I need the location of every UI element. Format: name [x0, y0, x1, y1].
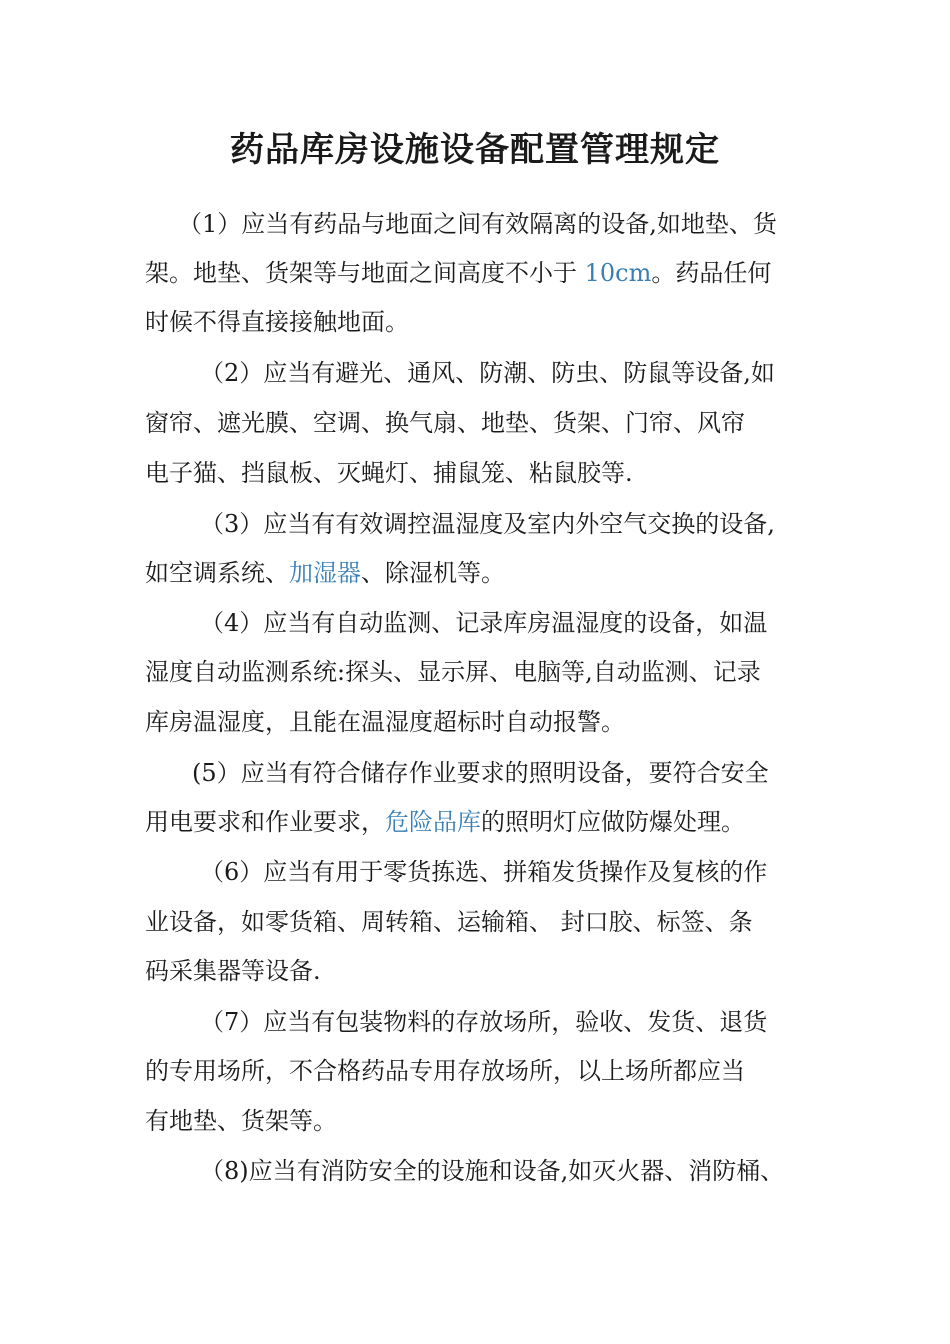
paragraph-line: [145, 557, 505, 589]
text-segment: 码采集器等设备.: [145, 957, 321, 985]
text-segment: 、除湿机等。: [361, 559, 505, 587]
document-title: 药品库房设施设备配置管理规定: [230, 130, 720, 170]
paragraph-line: [145, 706, 625, 738]
paragraph-line: [145, 1055, 745, 1087]
text-segment: （1）应当有药品与地面之间有效隔离的设备,如地垫、货: [178, 210, 777, 238]
text-segment: 的专用场所，不合格药品专用存放场所，以上场所都应当: [145, 1057, 745, 1085]
text-segment: （8)应当有消防安全的设施和设备,如灭火器、消防桶、: [200, 1157, 785, 1185]
link-humidifier[interactable]: 加湿器: [289, 559, 361, 587]
text-segment: 用电要求和作业要求，: [145, 808, 385, 836]
text-segment: 湿度自动监测系统:探头、显示屏、电脑等,自动监测、记录: [145, 658, 761, 686]
paragraph-line: [145, 257, 771, 289]
text-segment: 如空调系统、: [145, 559, 289, 587]
paragraph-line: [178, 208, 777, 240]
link-10cm[interactable]: 10cm: [584, 259, 652, 287]
text-segment: （6）应当有用于零货拣选、拼箱发货操作及复核的作: [200, 858, 768, 886]
paragraph-line: [145, 457, 633, 489]
text-segment: （2）应当有避光、通风、防潮、防虫、防鼠等设备,如: [200, 359, 775, 387]
text-segment: 电子猫、挡鼠板、灭蝇灯、捕鼠笼、粘鼠胶等.: [145, 459, 633, 487]
text-segment: （3）应当有有效调控温湿度及室内外空气交换的设备,: [200, 510, 775, 538]
paragraph-line: [200, 357, 775, 389]
text-segment: 架。地垫、货架等与地面之间高度不小于: [145, 259, 585, 287]
text-segment: 窗帘、遮光膜、空调、换气扇、地垫、货架、门帘、风帘: [145, 409, 745, 437]
text-segment: 有地垫、货架等。: [145, 1107, 337, 1135]
paragraph-line: [145, 656, 761, 688]
paragraph-line: [200, 607, 767, 639]
text-segment: （7）应当有包装物料的存放场所，验收、发货、退货: [200, 1008, 768, 1036]
paragraph-line: [200, 856, 767, 888]
text-segment: （4）应当有自动监测、记录库房温湿度的设备，如温: [200, 609, 768, 637]
text-segment: 时候不得直接接触地面。: [145, 308, 409, 336]
paragraph-line: [200, 508, 775, 540]
paragraph-line: [145, 806, 745, 838]
paragraph-line: [145, 1105, 337, 1137]
paragraph-line: [145, 407, 745, 439]
text-segment: 库房温湿度，且能在温湿度超标时自动报警。: [145, 708, 625, 736]
paragraph-line: [145, 306, 409, 338]
paragraph-line: [200, 1155, 784, 1187]
link-hazardous-warehouse[interactable]: 危险品库: [385, 808, 481, 836]
text-segment: (5）应当有符合储存作业要求的照明设备，要符合安全: [192, 759, 769, 787]
paragraph-line: [145, 906, 753, 938]
text-segment: 业设备，如零货箱、周转箱、运输箱、 封口胶、标签、条: [145, 908, 753, 936]
paragraph-line: [200, 1006, 767, 1038]
paragraph-line: [145, 955, 321, 987]
text-segment: 的照明灯应做防爆处理。: [481, 808, 745, 836]
paragraph-line: [192, 757, 769, 789]
text-segment: 。药品任何: [651, 259, 772, 287]
